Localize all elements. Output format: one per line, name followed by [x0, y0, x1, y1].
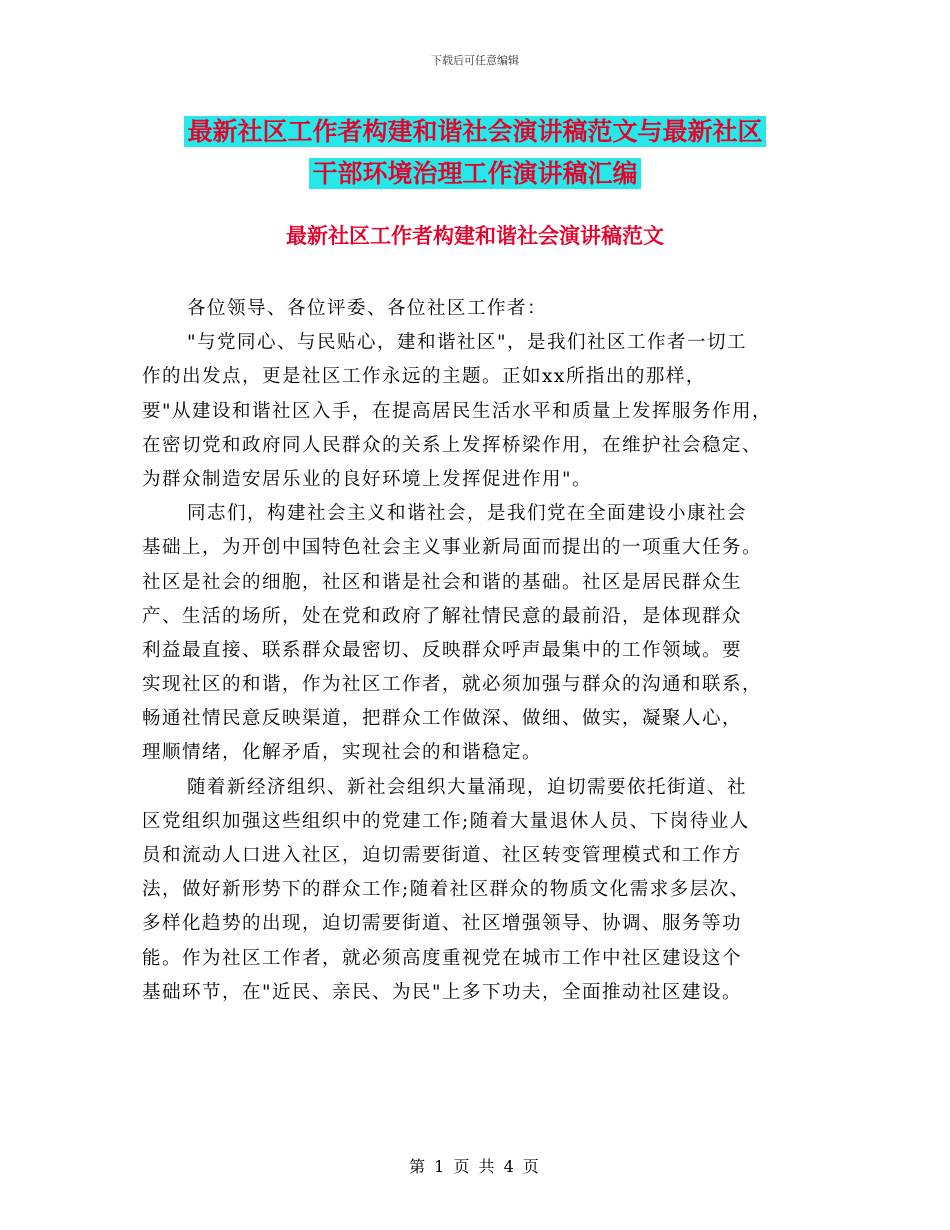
body-line-13: 畅通社情民意反映渠道，把群众工作做深、做细、做实，凝聚人心， [142, 708, 743, 730]
body-line-7: 同志们，构建社会主义和谐社会，是我们党在全面建设小康社会 [187, 503, 748, 525]
body-line-21: 基础环节，在"近民、亲民、为民"上多下功夫，全面推动社区建设。 [142, 981, 743, 1003]
document-title-line-1-text: 最新社区工作者构建和谐社会演讲稿范文与最新社区 [184, 116, 765, 147]
section-title: 最新社区工作者构建和谐社会演讲稿范文 [286, 224, 664, 248]
body-line-3: 作的出发点，更是社区工作永远的主题。正如xx所指出的那样， [142, 366, 706, 388]
document-title-line-2 [0, 155, 950, 193]
body-line-4: 要"从建设和谐社区入手，在提高居民生活水平和质量上发挥服务作用， [142, 400, 773, 422]
body-line-17: 员和流动人口进入社区，迫切需要街道、社区转变管理模式和工作方 [142, 845, 743, 866]
body-line-5: 在密切党和政府同人民群众的关系上发挥桥梁作用，在维护社会稳定、 [142, 434, 763, 456]
body-line-12: 实现社区的和谐，作为社区工作者，就必须加强与群众的沟通和联系， [142, 674, 763, 696]
body-line-15: 随着新经济组织、新社会组织大量涌现，迫切需要依托街道、社 [187, 776, 748, 798]
body-text [142, 292, 822, 1010]
header-note: 下载后可任意编辑 [431, 54, 519, 67]
body-line-11: 利益最直接、联系群众最密切、反映群众呼声最集中的工作领域。要 [142, 639, 743, 661]
document-title-line-2-text: 干部环境治理工作演讲稿汇编 [309, 158, 640, 189]
body-line-20: 能。作为社区工作者，就必须高度重视党在城市工作中社区建设这个 [142, 947, 743, 969]
body-line-2: "与党同心、与民贴心，建和谐社区"，是我们社区工作者一切工 [187, 332, 748, 354]
document-title-line-1 [0, 113, 950, 151]
body-line-19: 多样化趋势的出现，迫切需要街道、社区增强领导、协调、服务等功 [142, 913, 743, 935]
body-line-1: 各位领导、各位评委、各位社区工作者： [187, 298, 548, 319]
body-line-9: 社区是社会的细胞，社区和谐是社会和谐的基础。社区是居民群众生 [142, 571, 743, 593]
body-line-6: 为群众制造安居乐业的良好环境上发挥促进作用"。 [142, 468, 593, 490]
body-line-8: 基础上，为开创中国特色社会主义事业新局面而提出的一项重大任务。 [142, 537, 763, 559]
page-number-footer: 第 1 页 共 4 页 [409, 1157, 541, 1176]
body-line-16: 区党组织加强这些组织中的党建工作;随着大量退休人员、下岗待业人 [142, 810, 750, 832]
body-line-10: 产、生活的场所，处在党和政府了解社情民意的最前沿，是体现群众 [142, 605, 743, 627]
body-line-14: 理顺情绪，化解矛盾，实现社会的和谐稳定。 [142, 742, 543, 764]
body-line-18: 法，做好新形势下的群众工作;随着社区群众的物质文化需求多层次、 [142, 879, 750, 901]
